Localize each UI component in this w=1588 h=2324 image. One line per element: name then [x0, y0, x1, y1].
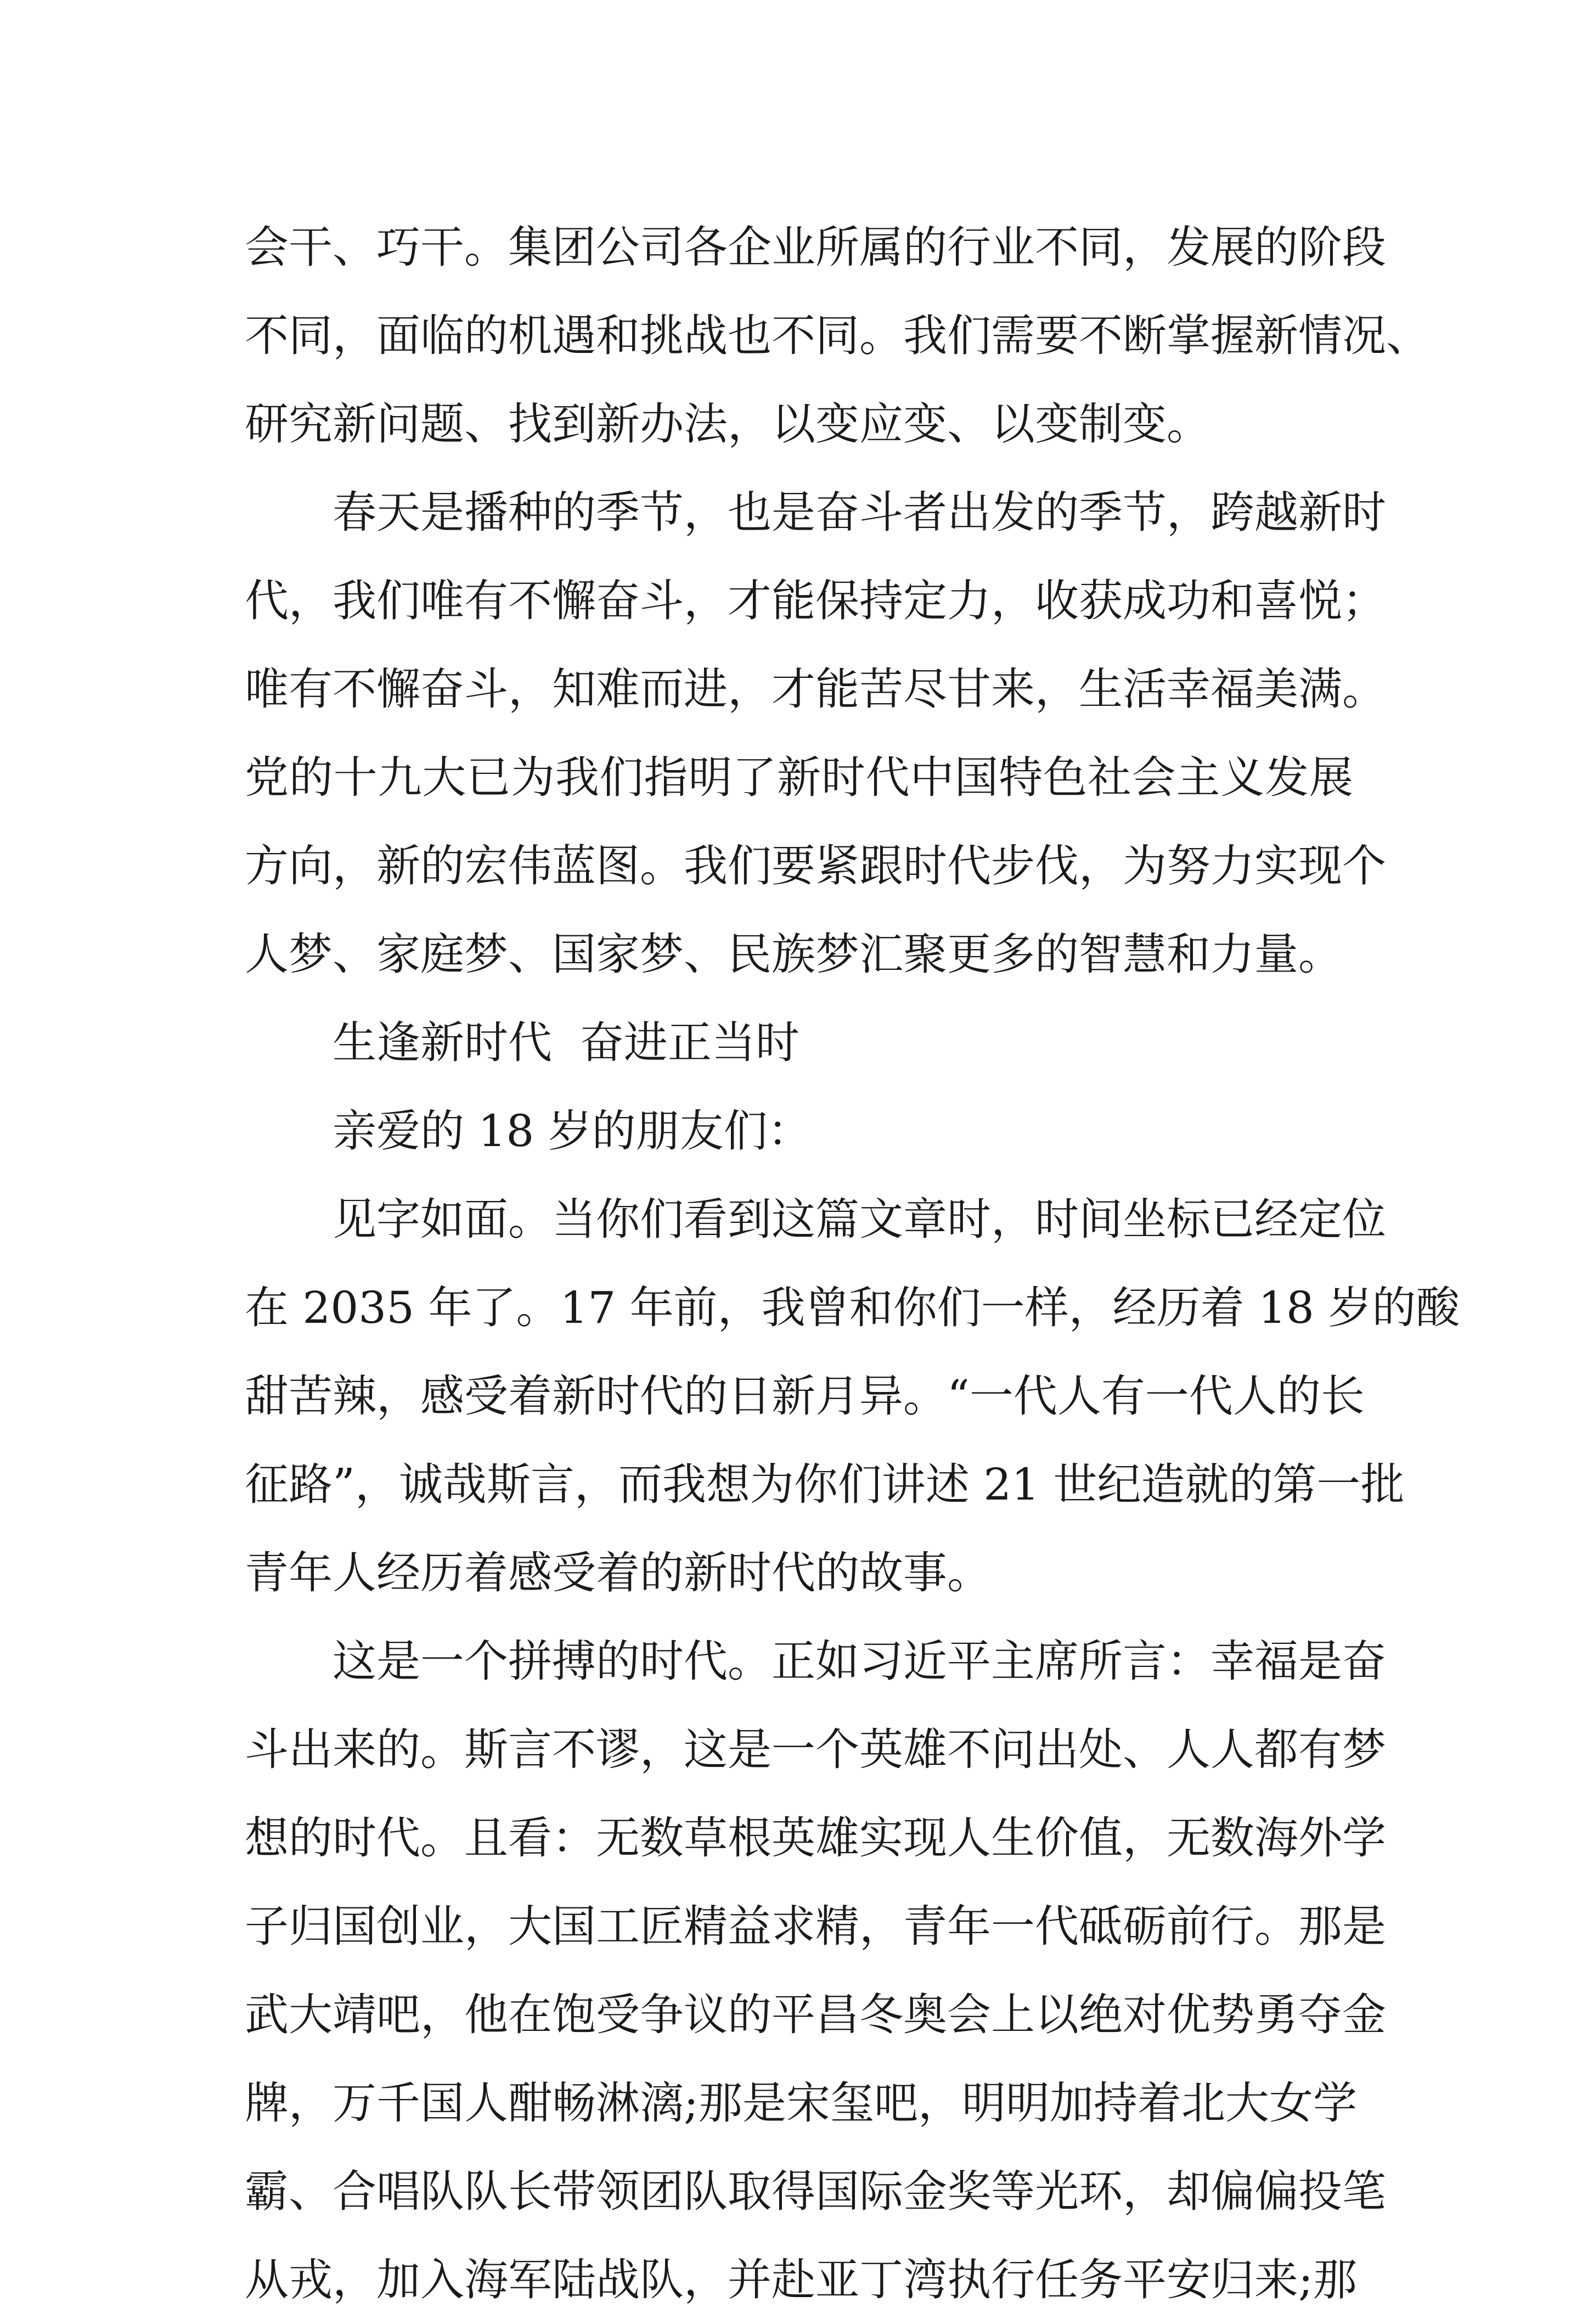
text-line: 代，我们唯有不懈奋斗，才能保持定力，收获成功和喜悦；: [245, 575, 1386, 626]
text-line: 牌，万千国人酣畅淋漓;那是宋玺吧，明明加持着北大女学: [245, 2078, 1357, 2129]
text-line: 不同，面临的机遇和挑战也不同。我们需要不断掌握新情况、: [245, 310, 1430, 361]
salutation: 亲爱的 18 岁的朋友们：: [333, 1105, 812, 1157]
text-line: 春天是播种的季节，也是奋斗者出发的季节，跨越新时: [333, 487, 1386, 538]
text-line: 霸、合唱队队长带领团队取得国际金奖等光环，却偏偏投笔: [245, 2166, 1386, 2217]
article-title: 生逢新时代 奋进正当时: [333, 1017, 799, 1068]
text-line: 这是一个拼搏的时代。正如习近平主席所言：幸福是奋: [333, 1636, 1386, 1687]
text-line: 会干、巧干。集团公司各企业所属的行业不同，发展的阶段: [245, 222, 1386, 273]
text-line: 从戎，加入海军陆战队，并赴亚丁湾执行任务平安归来;那: [245, 2254, 1357, 2305]
text-line: 征路”，诚哉斯言，而我想为你们讲述 21 世纪造就的第一批: [245, 1459, 1405, 1510]
text-line: 斗出来的。斯言不谬，这是一个英雄不问出处、人人都有梦: [245, 1724, 1386, 1775]
text-line: 青年人经历着感受着的新时代的故事。: [245, 1547, 991, 1598]
text-line: 方向，新的宏伟蓝图。我们要紧跟时代步伐，为努力实现个: [245, 840, 1386, 891]
text-line: 见字如面。当你们看到这篇文章时，时间坐标已经定位: [333, 1194, 1386, 1245]
document-body: [245, 203, 1460, 2324]
text-line: 研究新问题、找到新办法，以变应变、以变制变。: [245, 398, 1210, 450]
text-line: 甜苦辣，感受着新时代的日新月异。“一代人有一代人的长: [245, 1371, 1365, 1422]
text-line: 人梦、家庭梦、国家梦、民族梦汇聚更多的智慧和力量。: [245, 929, 1342, 980]
text-line: 唯有不懈奋斗，知难而进，才能苦尽甘来，生活幸福美满。: [245, 664, 1386, 715]
text-line: 党的十九大已为我们指明了新时代中国特色社会主义发展: [245, 752, 1353, 803]
text-line: 想的时代。且看：无数草根英雄实现人生价值，无数海外学: [245, 1812, 1386, 1863]
text-line: 在 2035 年了。17 年前，我曾和你们一样，经历着 18 岁的酸: [245, 1282, 1460, 1333]
text-line: 武大靖吧，他在饱受争议的平昌冬奥会上以绝对优势勇夺金: [245, 1989, 1386, 2040]
text-line: 子归国创业，大国工匠精益求精，青年一代砥砺前行。那是: [245, 1901, 1386, 1952]
